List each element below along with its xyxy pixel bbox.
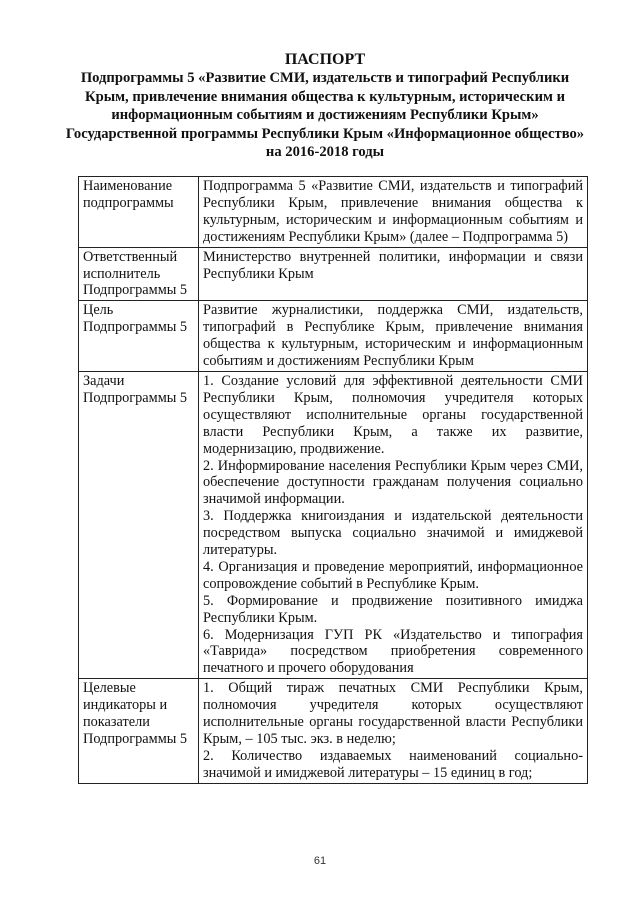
row-paragraph: 6. Модернизация ГУП РК «Издательство и типография «Таврида» посредством приобретения современного печатного и прочего оборудования	[203, 626, 583, 677]
document-subtitle: Подпрограммы 5 «Развитие СМИ, издательств и типографий Республики Крым, привлечение внимания общества к культурным, историческим и информационным событиям и достижениям Республики Крым» Государственной программы Республики Крым «Информационное общество» на 2016-2018 годы	[65, 70, 585, 161]
table-row	[79, 177, 588, 248]
row-value	[199, 679, 588, 783]
row-paragraph: 1. Создание условий для эффективной деятельности СМИ Республики Крым, полномочия учредителя которых осуществляют исполнительные органы государственной власти Республики Крым, а также их развитие, модернизацию, продвижение.	[203, 372, 583, 457]
row-value	[199, 301, 588, 372]
document-title: ПАСПОРТ	[284, 51, 366, 68]
row-label: Ответственный исполнитель Подпрограммы 5	[79, 247, 199, 301]
table-row	[79, 301, 588, 372]
row-paragraph: 2. Количество издаваемых наименований социально-значимой и имиджевой литературы – 15 единиц в год;	[203, 747, 583, 781]
table-row	[79, 371, 588, 678]
row-label: Цель Подпрограммы 5	[79, 301, 199, 372]
row-paragraph: 3. Поддержка книгоиздания и издательской деятельности посредством выпуска социально значимой и имиджевой литературы.	[203, 508, 583, 559]
row-paragraph: 2. Информирование населения Республики Крым через СМИ, обеспечение доступности гражданам получения социально значимой информации.	[203, 457, 583, 508]
row-label: Целевые индикаторы и показатели Подпрограммы 5	[79, 679, 199, 783]
row-paragraph: Министерство внутренней политики, информации и связи Республики Крым	[203, 248, 583, 282]
row-label: Наименование подпрограммы	[79, 177, 199, 248]
passport-table	[78, 176, 588, 784]
row-paragraph: 1. Общий тираж печатных СМИ Республики Крым, полномочия учредителя которых осуществляют исполнительные органы государственной власти Республики Крым, – 105 тыс. экз. в неделю;	[203, 680, 583, 747]
row-value	[199, 371, 588, 678]
table-row	[79, 679, 588, 783]
row-paragraph: Развитие журналистики, поддержка СМИ, издательств, типографий в Республике Крым, привлечение внимания общества к культурным, историческим и информационным событиям и достижениям Республики Крым	[203, 302, 583, 370]
document-header	[62, 50, 588, 162]
row-paragraph: Подпрограмма 5 «Развитие СМИ, издательств и типографий Республики Крым, привлечение внимания общества к культурным, историческим и информационным событиям и достижениям Республики Крым» (далее – Подпрограмма 5)	[203, 178, 583, 245]
row-label: Задачи Подпрограммы 5	[79, 371, 199, 678]
row-paragraph: 5. Формирование и продвижение позитивного имиджа Республики Крым.	[203, 592, 583, 626]
row-value	[199, 177, 588, 248]
table-row	[79, 247, 588, 301]
page-number: 61	[313, 855, 327, 867]
row-paragraph: 4. Организация и проведение мероприятий, информационное сопровождение событий в Республике Крым.	[203, 558, 583, 592]
row-value	[199, 247, 588, 301]
